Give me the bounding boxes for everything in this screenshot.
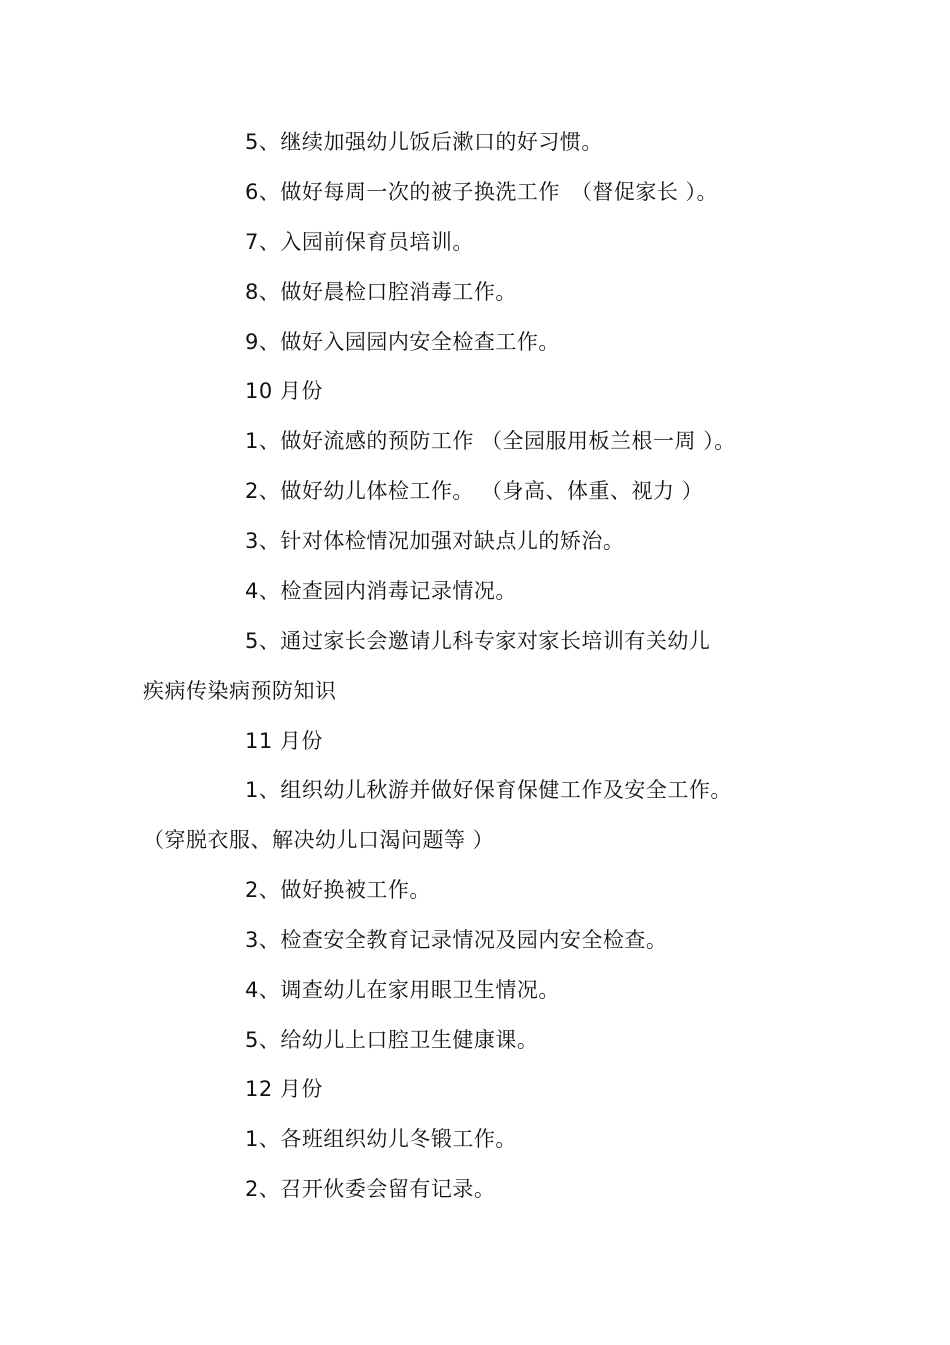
month-heading: 12 月份	[245, 1077, 323, 1101]
text-line: 4、调查幼儿在家用眼卫生情况。	[245, 978, 560, 1002]
text-line: 7、入园前保育员培训。	[245, 230, 474, 254]
text-line: 3、针对体检情况加强对缺点儿的矫治。	[245, 529, 625, 553]
text-line: 2、召开伙委会留有记录。	[245, 1177, 496, 1201]
text-line: 6、做好每周一次的被子换洗工作 （督促家长 ）。	[245, 180, 719, 204]
text-line: 1、组织幼儿秋游并做好保育保健工作及安全工作。	[245, 778, 732, 802]
month-heading: 10 月份	[245, 379, 323, 403]
text-line: 4、检查园内消毒记录情况。	[245, 579, 517, 603]
text-line: 5、给幼儿上口腔卫生健康课。	[245, 1028, 539, 1052]
text-line: 5、通过家长会邀请儿科专家对家长培训有关幼儿	[245, 629, 711, 653]
text-line: 9、做好入园园内安全检查工作。	[245, 330, 560, 354]
text-line: 1、做好流感的预防工作 （全园服用板兰根一周 ）。	[245, 429, 736, 453]
text-line-continuation: （穿脱衣服、解决幼儿口渴问题等 ）	[143, 828, 495, 852]
text-line: 2、做好换被工作。	[245, 878, 431, 902]
text-line: 2、做好幼儿体检工作。 （身高、体重、视力 ）	[245, 479, 704, 503]
text-line: 3、检查安全教育记录情况及园内安全检查。	[245, 928, 668, 952]
text-line: 8、做好晨检口腔消毒工作。	[245, 280, 517, 304]
text-line-continuation: 疾病传染病预防知识	[143, 679, 337, 703]
text-line: 5、继续加强幼儿饭后漱口的好习惯。	[245, 130, 603, 154]
text-line: 1、各班组织幼儿冬锻工作。	[245, 1127, 517, 1151]
month-heading: 11 月份	[245, 729, 323, 753]
